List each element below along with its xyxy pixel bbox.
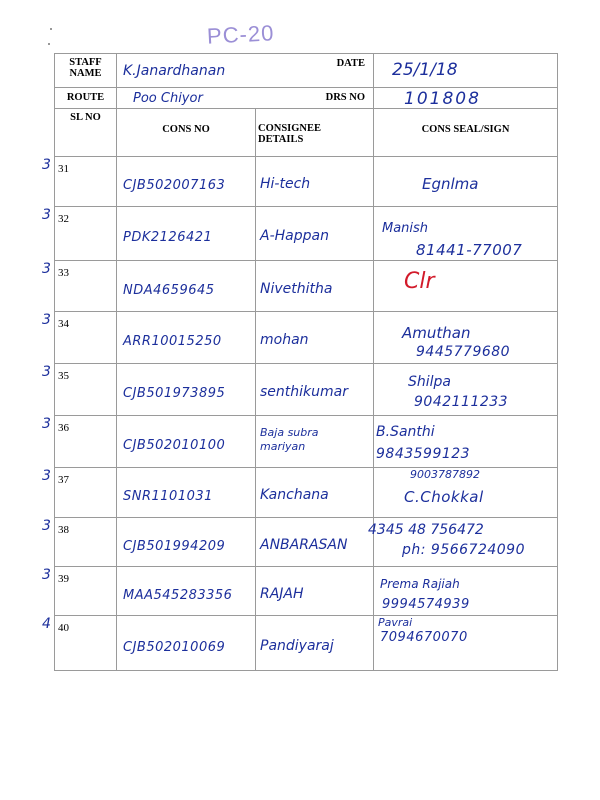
signature-text: Amuthan bbox=[402, 324, 471, 342]
seal-sign-cell bbox=[374, 567, 558, 616]
check-tick: 3 bbox=[42, 416, 51, 432]
drs-no-value: 101808 bbox=[404, 89, 481, 109]
consignee-value: senthikumar bbox=[260, 384, 348, 400]
seal-sign-cell bbox=[374, 207, 558, 261]
consignee-value: Baja subra mariyan bbox=[260, 426, 319, 453]
route-label: ROUTE bbox=[66, 92, 105, 103]
consignee-cell bbox=[256, 157, 374, 207]
cons-no-value: PDK2126421 bbox=[123, 230, 213, 245]
header-row-staff bbox=[55, 54, 558, 88]
table-row bbox=[55, 157, 558, 207]
check-tick: 3 bbox=[42, 468, 51, 484]
signature-text: 4345 48 756472 bbox=[368, 522, 484, 538]
drs-no-label: DRS NO bbox=[325, 92, 365, 103]
cons-no-value: CJB502007163 bbox=[123, 178, 226, 193]
phone-number: ph: 9566724090 bbox=[402, 542, 525, 558]
cons-no-cell bbox=[117, 261, 256, 312]
cons-no-value: CJB501973895 bbox=[123, 386, 226, 401]
sl-no: 37 bbox=[58, 474, 69, 486]
cons-no-value: SNR1101031 bbox=[123, 489, 213, 504]
table-row bbox=[55, 364, 558, 416]
col-sl-no-label: SL NO bbox=[70, 112, 101, 123]
seal-sign-cell bbox=[374, 312, 558, 364]
route-value: Poo Chiyor bbox=[133, 91, 203, 106]
sl-no: 40 bbox=[58, 622, 69, 634]
table-row bbox=[55, 416, 558, 468]
signature-text: Prema Rajiah bbox=[380, 577, 460, 591]
column-header-row bbox=[55, 109, 558, 157]
staff-name-cell bbox=[117, 54, 374, 88]
signature-text: B.Santhi bbox=[376, 424, 435, 440]
sl-no-cell bbox=[42, 518, 117, 567]
sl-no-cell bbox=[42, 567, 117, 616]
cons-no-value: MAA545283356 bbox=[123, 588, 233, 603]
date-cell bbox=[374, 54, 558, 88]
table-row bbox=[55, 207, 558, 261]
check-tick: 3 bbox=[42, 157, 51, 173]
check-tick: 3 bbox=[42, 567, 51, 583]
cons-no-cell bbox=[117, 567, 256, 616]
staff-name-label: STAFF NAME bbox=[69, 57, 102, 79]
table-row bbox=[55, 312, 558, 364]
consignee-cell bbox=[256, 468, 374, 518]
phone-number: 9843599123 bbox=[376, 446, 471, 462]
table-row bbox=[55, 261, 558, 312]
consignee-cell bbox=[256, 616, 374, 671]
cons-no-value: CJB501994209 bbox=[123, 539, 226, 554]
consignee-value: ANBARASAN bbox=[260, 537, 348, 553]
signature-text: Manish bbox=[382, 221, 429, 236]
col-sl-no bbox=[55, 109, 117, 157]
cons-no-value: CJB502010069 bbox=[123, 640, 226, 655]
sl-no-cell bbox=[42, 468, 117, 518]
sl-no-cell bbox=[42, 157, 117, 207]
col-consignee bbox=[256, 109, 374, 157]
sl-no: 33 bbox=[58, 267, 69, 279]
cons-no-cell bbox=[117, 157, 256, 207]
sl-no-cell bbox=[42, 616, 117, 671]
consignee-cell bbox=[256, 567, 374, 616]
date-label: DATE bbox=[336, 58, 365, 69]
cons-no-cell bbox=[117, 416, 256, 468]
cons-no-cell bbox=[117, 364, 256, 416]
table-row bbox=[55, 518, 558, 567]
table-row bbox=[55, 468, 558, 518]
sl-no: 32 bbox=[58, 213, 69, 225]
col-cons-no-label: CONS NO bbox=[162, 124, 210, 135]
consignee-cell bbox=[256, 312, 374, 364]
cons-no-value: ARR10015250 bbox=[123, 334, 222, 349]
table-row bbox=[55, 616, 558, 671]
signature-text: Pavrai bbox=[378, 616, 413, 629]
consignee-cell bbox=[256, 364, 374, 416]
consignee-value: Hi-tech bbox=[260, 176, 311, 192]
signature-text: Shilpa bbox=[408, 374, 452, 390]
check-tick: 3 bbox=[42, 261, 51, 277]
col-seal-sign-label: CONS SEAL/SIGN bbox=[421, 124, 510, 135]
cons-no-value: NDA4659645 bbox=[123, 283, 215, 298]
seal-sign-cell bbox=[374, 468, 558, 518]
sl-no-cell bbox=[42, 207, 117, 261]
scan-speck bbox=[48, 43, 50, 45]
phone-number: 9445779680 bbox=[416, 344, 511, 360]
sl-no: 34 bbox=[58, 318, 69, 330]
cons-no-cell bbox=[117, 518, 256, 567]
seal-sign-cell bbox=[374, 616, 558, 671]
cons-no-cell bbox=[117, 468, 256, 518]
col-cons-no bbox=[117, 109, 256, 157]
date-value: 25/1/18 bbox=[392, 60, 458, 80]
consignee-value: Pandiyaraj bbox=[260, 638, 334, 654]
pc-stamp: PC-20 bbox=[206, 20, 275, 49]
sl-no: 35 bbox=[58, 370, 69, 382]
consignee-value: A-Happan bbox=[260, 228, 329, 244]
col-seal-sign bbox=[374, 109, 558, 157]
check-tick: 3 bbox=[42, 312, 51, 328]
seal-sign-cell bbox=[374, 416, 558, 468]
consignee-cell bbox=[256, 416, 374, 468]
seal-sign-cell bbox=[368, 518, 558, 567]
sl-no: 39 bbox=[58, 573, 69, 585]
check-tick: 3 bbox=[42, 207, 51, 223]
phone-number: 81441-77007 bbox=[416, 241, 523, 259]
consignee-cell bbox=[256, 518, 374, 567]
consignee-cell bbox=[256, 261, 374, 312]
signature-text: 9003787892 bbox=[410, 468, 480, 481]
sl-no-cell bbox=[42, 312, 117, 364]
cons-no-cell bbox=[117, 616, 256, 671]
check-tick: 4 bbox=[42, 616, 51, 632]
sl-no-cell bbox=[42, 364, 117, 416]
check-tick: 3 bbox=[42, 364, 51, 380]
sl-no-cell bbox=[42, 261, 117, 312]
signature-text: Clr bbox=[404, 269, 435, 294]
cons-no-cell bbox=[117, 207, 256, 261]
phone-number: 9994574939 bbox=[382, 597, 470, 612]
cons-no-cell bbox=[117, 312, 256, 364]
drs-no-cell bbox=[374, 88, 558, 109]
seal-sign-cell bbox=[374, 261, 558, 312]
route-cell bbox=[117, 88, 374, 109]
phone-number: 9042111233 bbox=[414, 394, 509, 410]
phone-number: 7094670070 bbox=[380, 630, 468, 645]
staff-name-value: K.Janardhanan bbox=[123, 63, 226, 79]
consignee-cell bbox=[256, 207, 374, 261]
seal-sign-cell bbox=[374, 364, 558, 416]
route-label-cell bbox=[55, 88, 117, 109]
staff-name-label-cell bbox=[55, 54, 117, 88]
seal-sign-cell bbox=[374, 157, 558, 207]
consignee-value: Nivethitha bbox=[260, 281, 333, 297]
consignee-value: mohan bbox=[260, 332, 309, 348]
consignee-value: RAJAH bbox=[260, 586, 304, 602]
sl-no-cell bbox=[42, 416, 117, 468]
phone-number: C.Chokkal bbox=[404, 488, 484, 506]
delivery-run-sheet bbox=[42, 53, 558, 671]
cons-no-value: CJB502010100 bbox=[123, 438, 226, 453]
consignee-value: Kanchana bbox=[260, 487, 329, 503]
scan-speck bbox=[50, 28, 52, 30]
sl-no: 31 bbox=[58, 163, 69, 175]
col-consignee-label: CONSIGNEE DETAILS bbox=[258, 123, 322, 145]
sl-no: 36 bbox=[58, 422, 69, 434]
sl-no: 38 bbox=[58, 524, 69, 536]
signature-text: Egnlma bbox=[422, 175, 479, 193]
table-row bbox=[55, 567, 558, 616]
header-row-route bbox=[55, 88, 558, 109]
check-tick: 3 bbox=[42, 518, 51, 534]
consignment-rows bbox=[42, 157, 558, 671]
